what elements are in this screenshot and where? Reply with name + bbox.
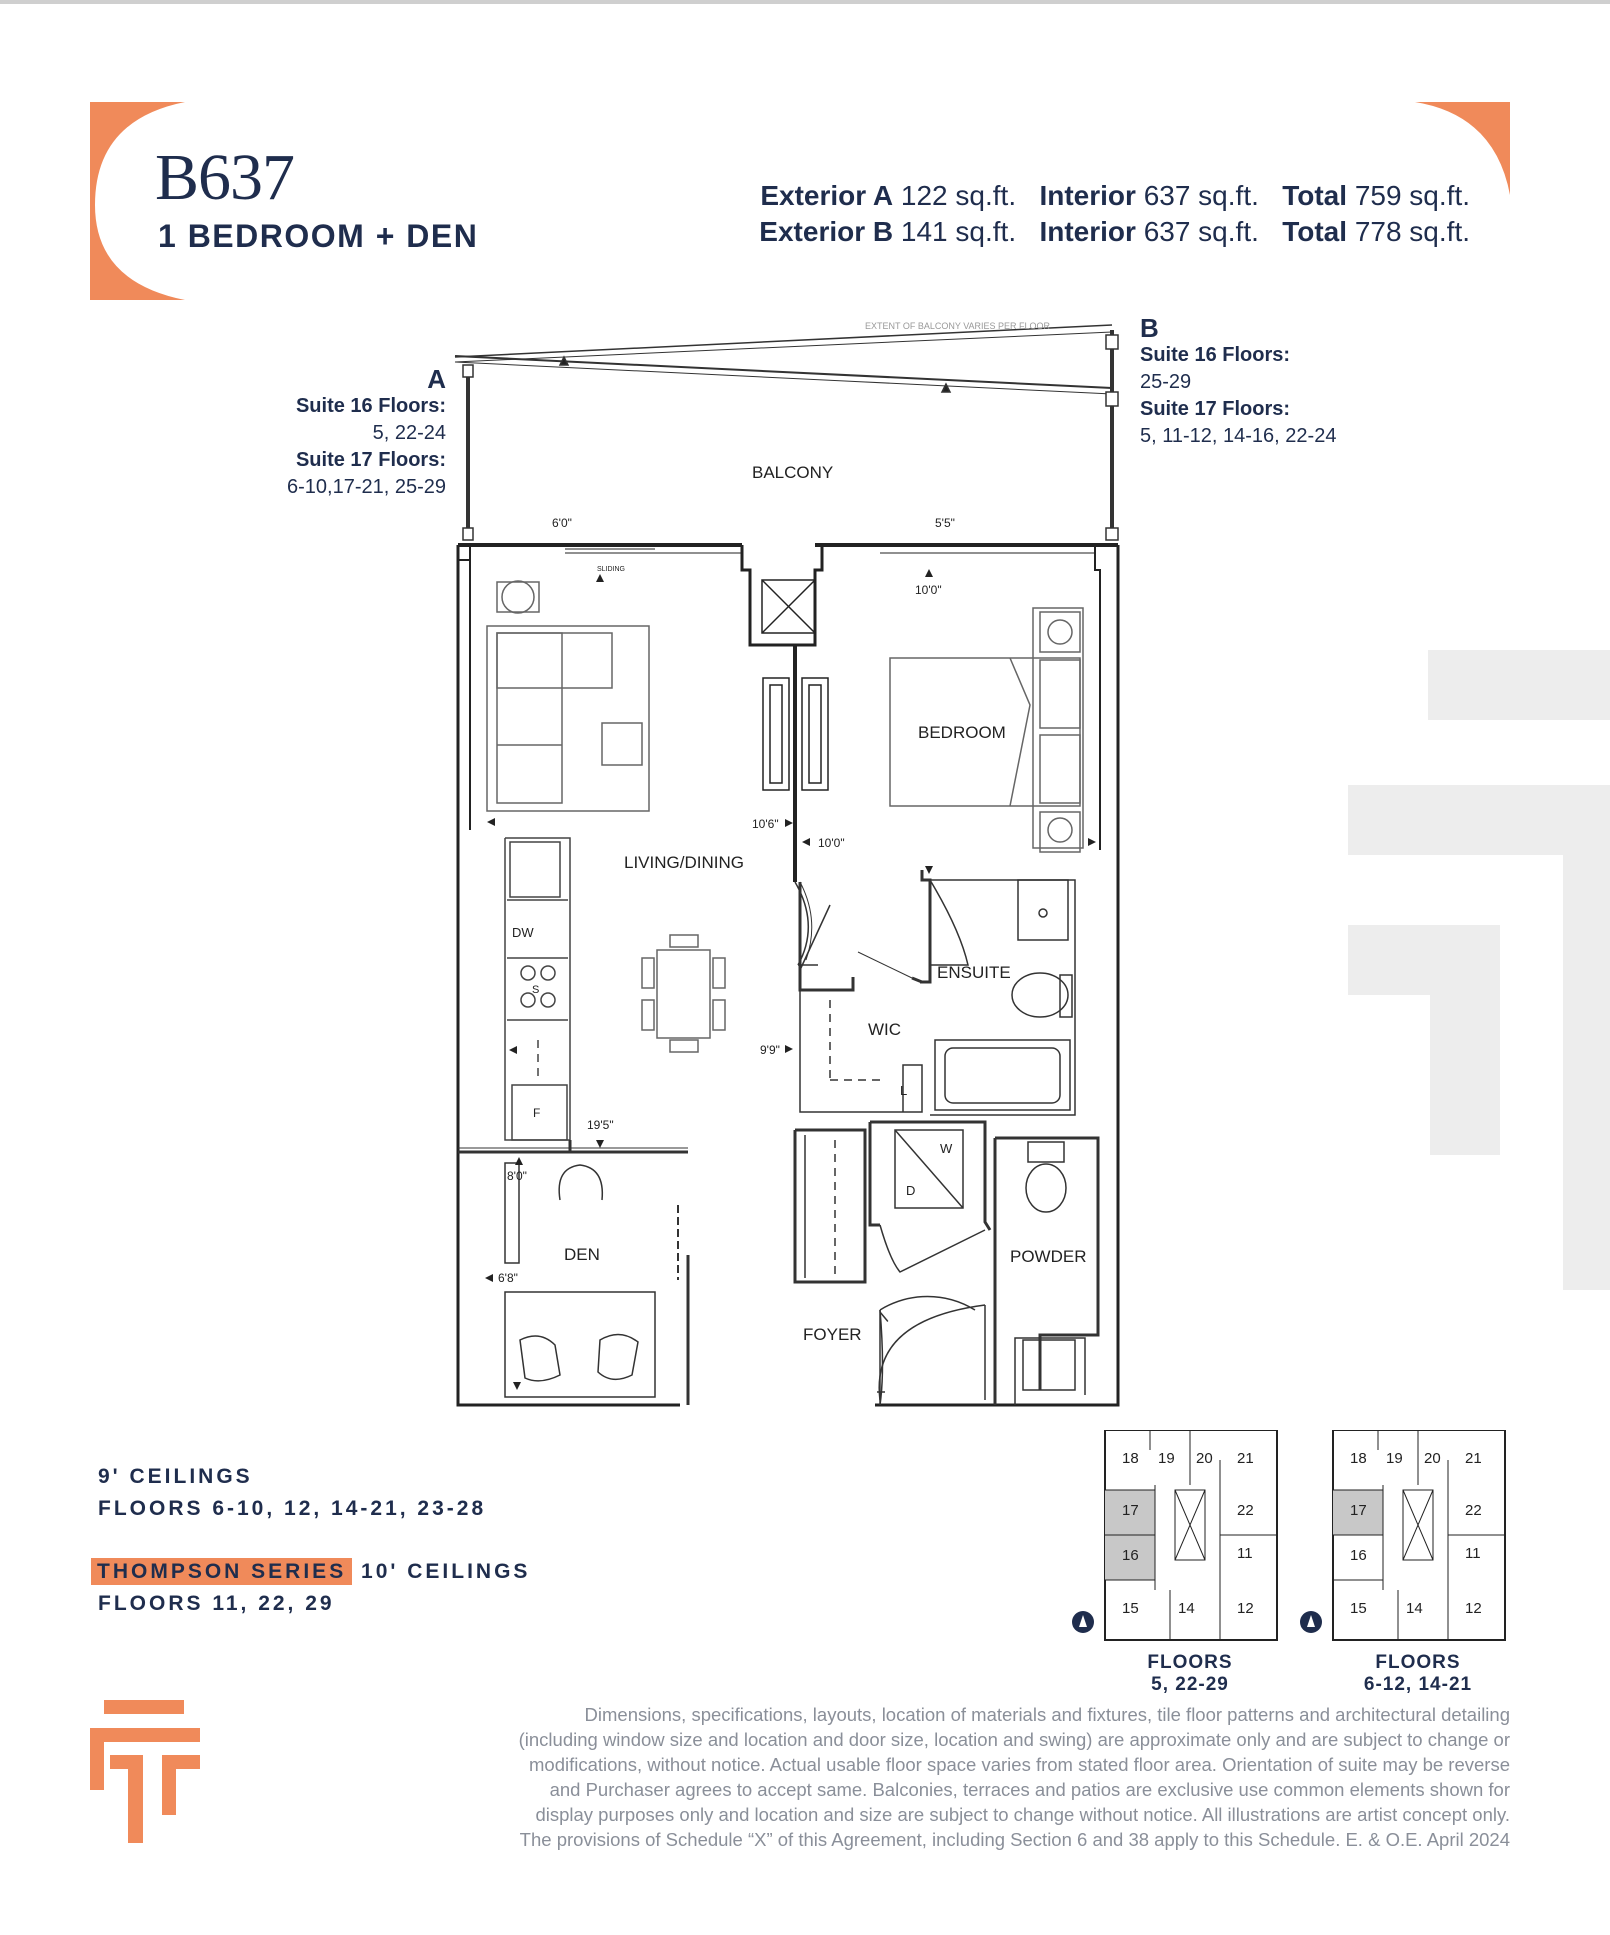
exterior-walls [458,545,1118,1405]
suite-21: 21 [1465,1450,1482,1467]
balcony [455,325,1118,540]
suite-20: 20 [1196,1450,1213,1467]
suite-19: 19 [1158,1450,1175,1467]
suite-21: 21 [1237,1450,1254,1467]
foyer-door-swing [879,1305,985,1400]
area-row-b [700,216,1470,248]
disclaimer [405,1702,1510,1852]
fixture-l: L [900,1083,908,1098]
disclaimer-line: (including window size and location and door size, location and swing) are approximate only and are subject to change or [518,1729,1510,1750]
disclaimer-line: The provisions of Schedule “X” of this Agreement, including Section 6 and 38 apply to this Schedule. E. & O.E. April 2024 [519,1829,1510,1850]
keyplan-2-caption-2: 6-12, 14-21 [1363,1674,1473,1695]
suite-16: 16 [1350,1547,1367,1564]
unit-code: B637 [155,141,295,214]
room-foyer: FOYER [803,1325,862,1344]
keyplan-2-caption-1: FLOORS [1375,1652,1461,1673]
disclaimer-line: display purposes only and location and size are subject to change without notice. All illustrations are artist concept only. [535,1804,1510,1825]
ensuite [920,870,1075,1115]
option-b-l1: Suite 16 Floors: [1140,344,1291,366]
keyplan-1-caption [1090,1652,1290,1696]
total-label: Total [1282,216,1348,247]
room-den: DEN [564,1245,600,1264]
interior-label: Interior [1039,180,1136,211]
floor-plan [0,300,1610,1420]
suite-18: 18 [1122,1450,1139,1467]
sofa [487,581,649,811]
fixture-s: S [532,984,540,996]
fixture-d: D [906,1183,916,1198]
room-wic: WIC [868,1020,902,1039]
suite-18: 18 [1350,1450,1367,1467]
wall [458,545,470,560]
dim-10-0: 10'0" [818,836,845,850]
option-b-letter: B [1140,313,1159,343]
room-bedroom: BEDROOM [918,723,1006,742]
disclaimer-line: Dimensions, specifications, layouts, location of materials and fixtures, tile floor patterns and architectural detailing [584,1704,1510,1725]
dim-6-8: 6'8" [498,1271,518,1285]
room-powder: POWDER [1010,1247,1087,1266]
wic [800,882,922,1112]
suite-12: 12 [1237,1600,1254,1617]
suite-16: 16 [1122,1547,1139,1564]
dim-9-9: 9'9" [760,1043,780,1057]
suite-22: 22 [1237,1502,1254,1519]
suite-12: 12 [1465,1600,1482,1617]
interior-label: Interior [1039,216,1136,247]
fixture-dw: DW [512,925,534,940]
option-a-v1: 5, 22-24 [372,422,446,444]
keyplan-1-caption-2: 5, 22-29 [1151,1674,1229,1695]
exterior-value: 141 sq.ft. [900,216,1017,247]
interior-value: 637 sq.ft. [1143,180,1259,211]
suite-15: 15 [1122,1600,1139,1617]
ceiling-9: 9' CEILINGS [98,1465,253,1488]
suite-11: 11 [1237,1545,1253,1562]
room-living: LIVING/DINING [624,853,744,872]
option-a-letter: A [427,364,446,394]
room-ensuite: ENSUITE [937,963,1011,982]
total-value: 759 sq.ft. [1354,180,1470,211]
thompson-series-badge: THOMPSON SERIES [91,1558,352,1585]
ceiling-10-floors: FLOORS 11, 22, 29 [98,1592,335,1615]
disclaimer-line: and Purchaser agrees to accept same. Balconies, terraces and patios are exclusive use common elements shown for [549,1779,1510,1800]
dim-8-0: 8'0" [507,1169,527,1183]
suite-20: 20 [1424,1450,1441,1467]
total-label: Total [1282,180,1348,211]
option-a-v2: 6-10,17-21, 25-29 [286,476,446,498]
den [458,1140,688,1405]
dim-5-5: 5'5" [935,516,955,530]
suite-11: 11 [1465,1545,1481,1562]
room-balcony: BALCONY [752,463,834,482]
dim-sliding: SLIDING [597,566,626,573]
dim-19-5: 19'5" [587,1118,614,1132]
option-b-l2: Suite 17 Floors: [1140,398,1291,420]
keyplan-1-caption-1: FLOORS [1147,1652,1233,1673]
fixture-w: W [940,1141,953,1156]
suite-17: 17 [1122,1502,1139,1519]
wall [1095,545,1100,850]
dim-6-0: 6'0" [552,516,572,530]
ceiling-10-label: 10' CEILINGS [361,1560,531,1583]
option-a-l1: Suite 16 Floors: [295,395,446,417]
suite-17: 17 [1350,1502,1367,1519]
disclaimer-line: modifications, without notice. Actual usable floor space varies from stated floor area. Orientation of suite may be reverse [529,1754,1510,1775]
suite-19: 19 [1386,1450,1403,1467]
shaft [742,545,822,645]
suite-14: 14 [1406,1600,1423,1617]
keyplan-2-caption [1318,1652,1518,1696]
entry-door [877,1296,975,1405]
living-door [795,882,808,965]
area-row-a [700,180,1470,212]
dining-table [642,935,725,1052]
fixture-f: F [533,1106,541,1120]
exterior-value: 122 sq.ft. [900,180,1017,211]
keyplan-2 [1298,1430,1508,1645]
laundry [795,1122,990,1282]
exterior-label: Exterior A [760,180,894,211]
dim-10-6: 10'6" [752,817,779,831]
interior-value: 637 sq.ft. [1143,216,1259,247]
keyplan-1 [1070,1430,1280,1645]
balcony-note: EXTENT OF BALCONY VARIES PER FLOOR [865,321,1051,331]
ceiling-9-floors: FLOORS 6-10, 12, 14-21, 23-28 [98,1497,487,1520]
total-value: 778 sq.ft. [1354,216,1470,247]
option-b-v2: 5, 11-12, 14-16, 22-24 [1140,425,1337,447]
ceiling-10 [98,1560,530,1584]
option-b-v1: 25-29 [1140,371,1192,393]
dim-10-0-bed: 10'0" [915,583,942,597]
brand-logo [90,1700,202,1845]
suite-14: 14 [1178,1600,1195,1617]
unit-type: 1 BEDROOM + DEN [158,218,479,254]
exterior-label: Exterior B [759,216,894,247]
suite-15: 15 [1350,1600,1367,1617]
option-a-l2: Suite 17 Floors: [295,449,446,471]
powder [995,1138,1098,1405]
suite-22: 22 [1465,1502,1482,1519]
